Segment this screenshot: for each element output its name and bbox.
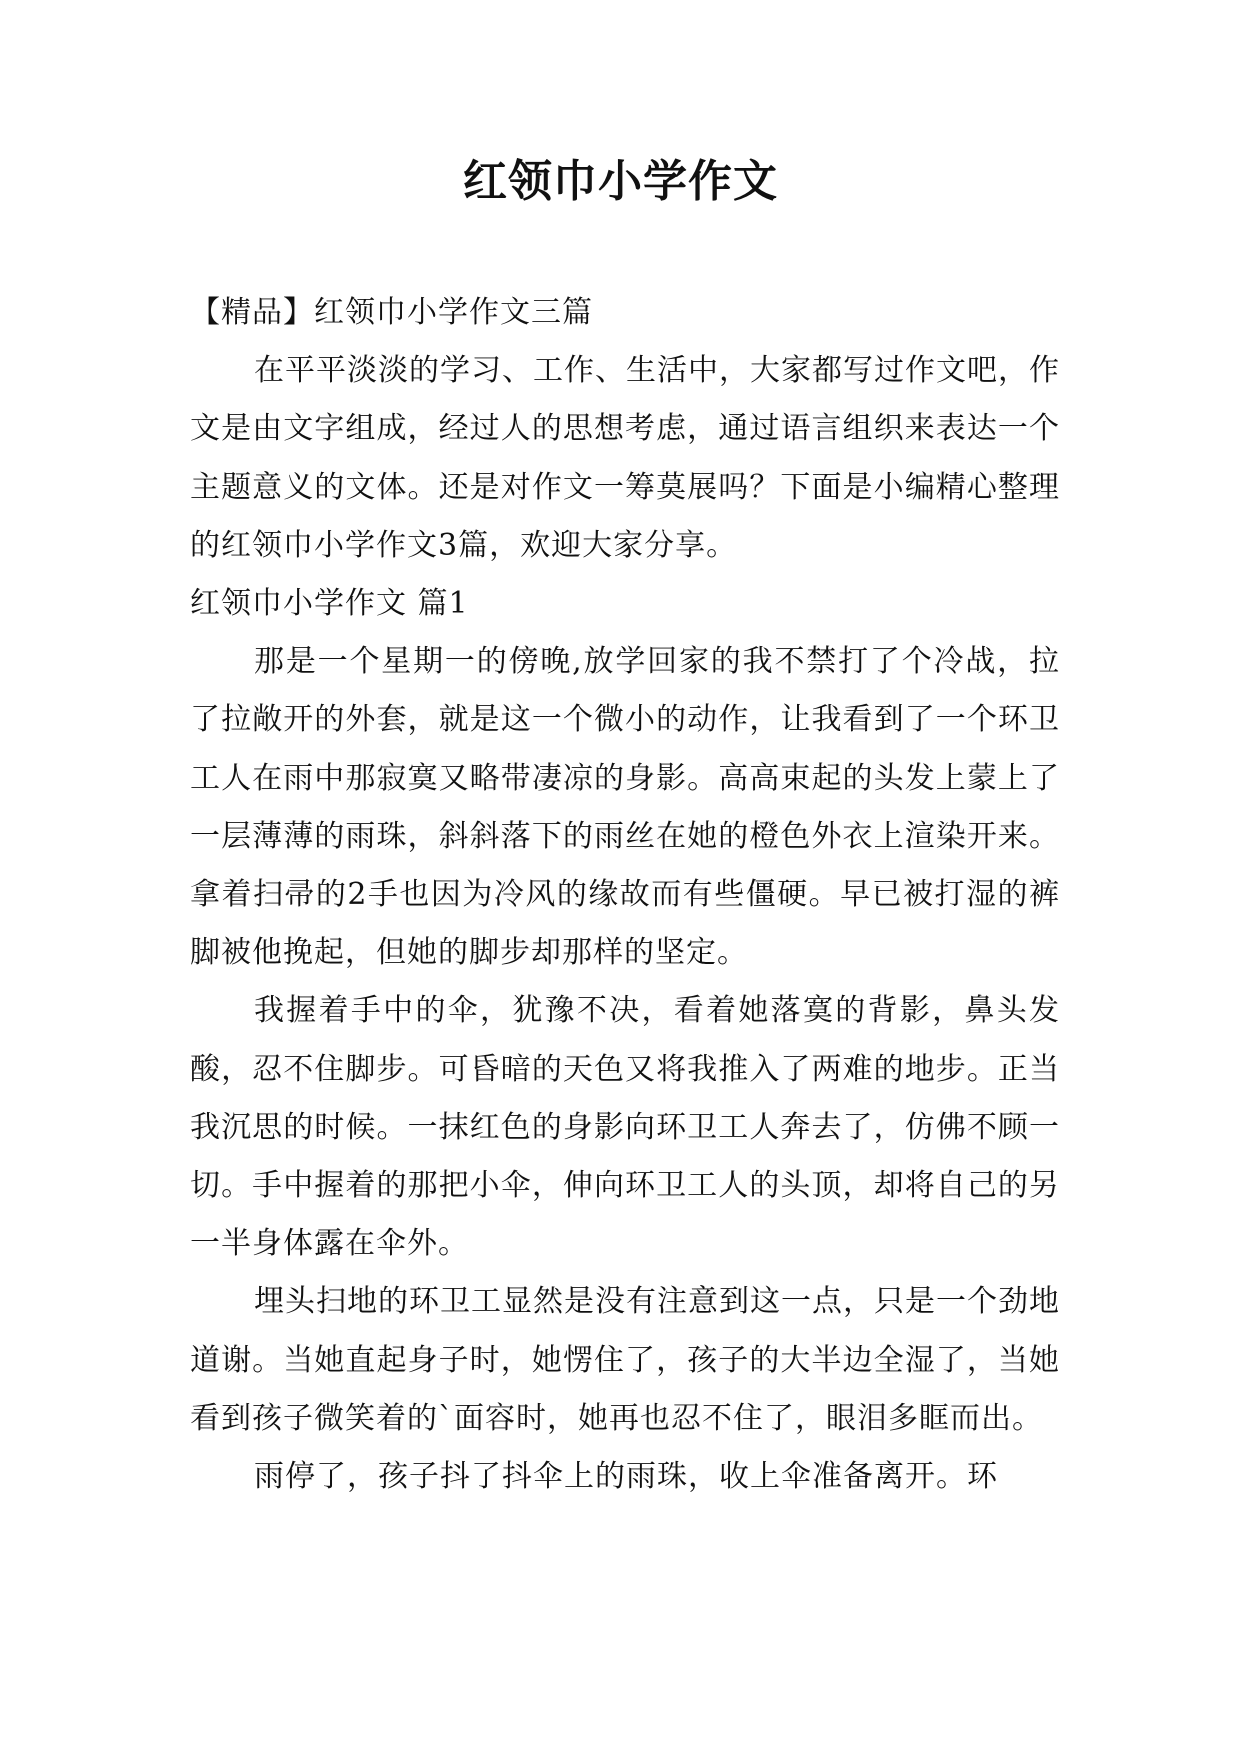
section-heading: 红领巾小学作文 篇1	[190, 586, 469, 622]
body-paragraph: 雨停了，孩子抖了抖伞上的雨珠，收上伞准备离开。环	[254, 1459, 998, 1495]
document-subtitle: 【精品】红领巾小学作文三篇	[190, 295, 593, 330]
intro-paragraph: 在平平淡淡的学习、工作、生活中，大家都写过作文吧，作文是由文字组成，经过人的思想考虑，通过语言组织来表达一个主题意义的文体。还是对作文一筹莫展吗？下面是小编精心整理的红领巾小学作文3篇，欢迎大家分享。	[190, 353, 1060, 563]
document-title: 红领巾小学作文	[463, 156, 778, 207]
body-paragraph: 我握着手中的伞，犹豫不决，看着她落寞的背影，鼻头发酸，忍不住脚步。可昏暗的天色又将我推入了两难的地步。正当我沉思的时候。一抹红色的身影向环卫工人奔去了，仿佛不顾一切。手中握着的那把小伞，伸向环卫工人的头顶，却将自己的另一半身体露在伞外。	[190, 993, 1060, 1262]
body-paragraph: 埋头扫地的环卫工显然是没有注意到这一点，只是一个劲地道谢。当她直起身子时，她愣住了，孩子的大半边全湿了，当她看到孩子微笑着的`面容时，她再也忍不住了，眼泪多眶而出。	[190, 1284, 1060, 1436]
document-body	[190, 284, 1060, 1506]
body-paragraph: 那是一个星期一的傍晚,放学回家的我不禁打了个冷战，拉了拉敞开的外套，就是这一个微小的动作，让我看到了一个环卫工人在雨中那寂寞又略带凄凉的身影。高高束起的头发上蒙上了一层薄薄的雨珠，斜斜落下的雨丝在她的橙色外衣上渲染开来。拿着扫帚的2手也因为冷风的缘故而有些僵硬。早已被打湿的裤脚被他挽起，但她的脚步却那样的坚定。	[190, 644, 1060, 971]
